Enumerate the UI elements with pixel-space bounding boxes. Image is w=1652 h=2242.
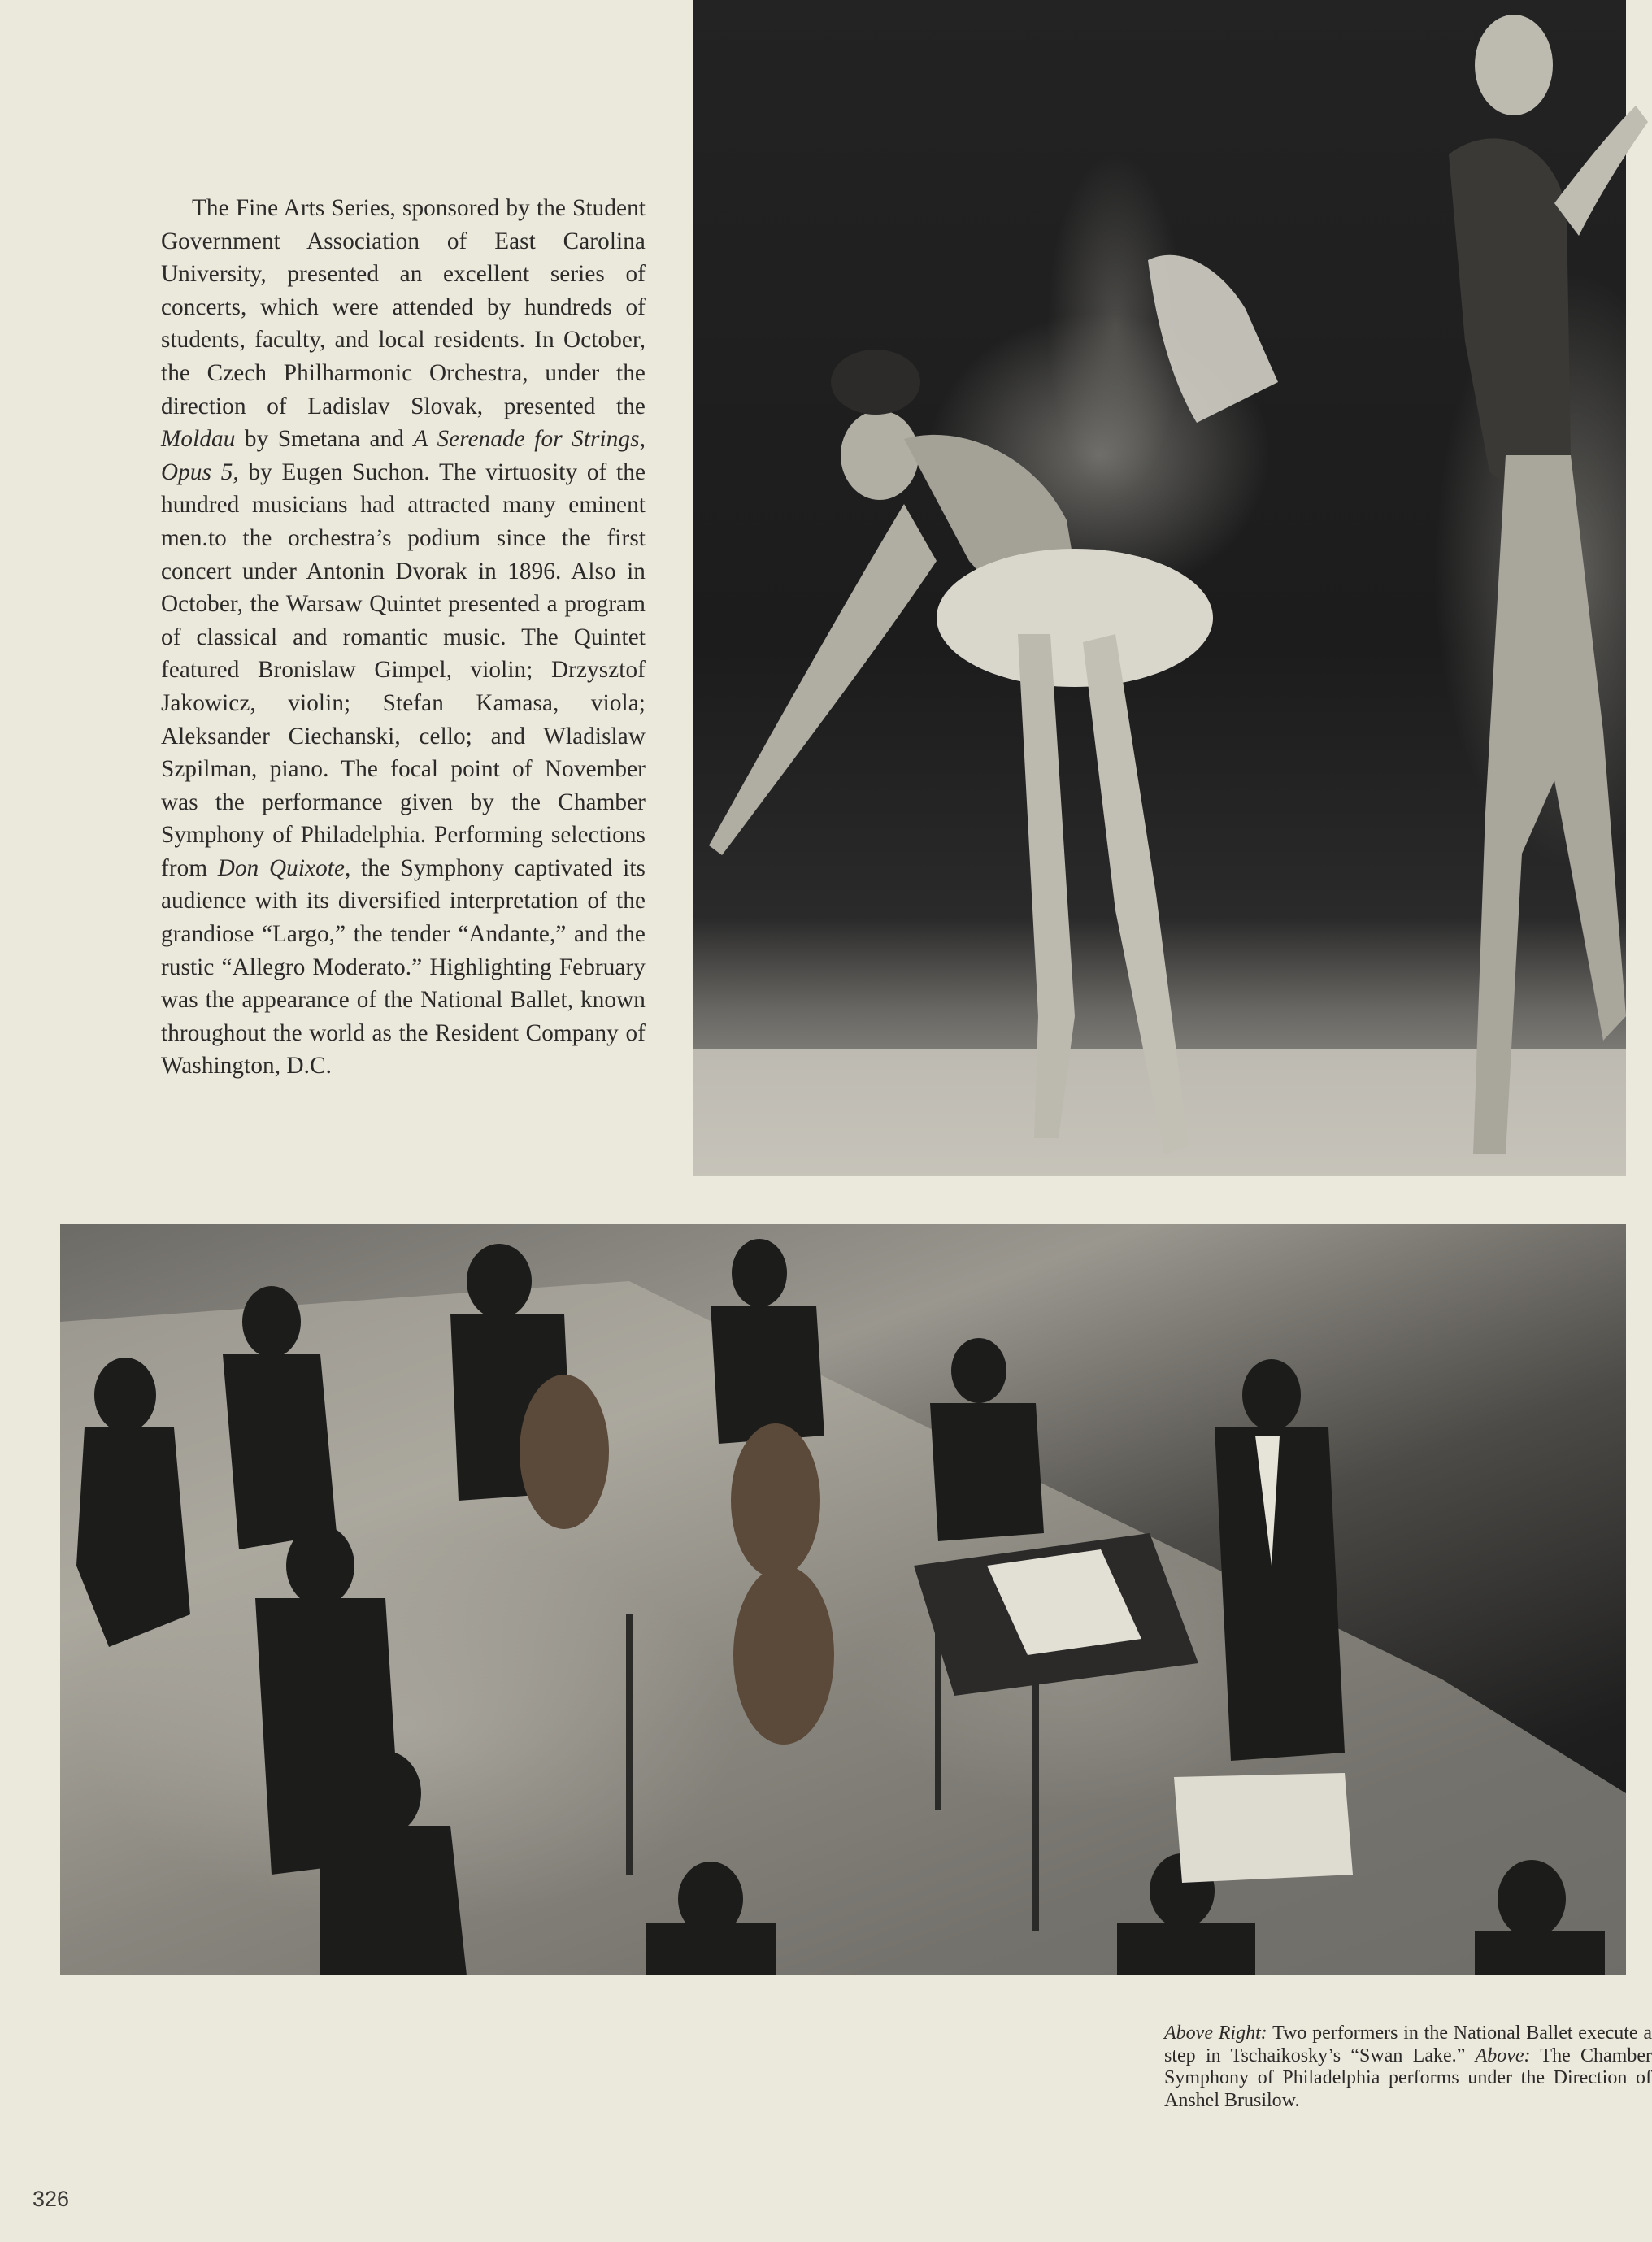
photo-caption [1164,2023,1652,2112]
article-text-part: the Symphony captivated its audience with its diversified interpretation of the grandiose “Largo,” the tender “Andante,” and the rustic “Allegro Moderato.” Highlighting February was the appearance of the National Ballet, known throughout the world as the Resident Company of Washington, D.C. [161,854,646,1080]
article-title-moldau: Moldau [161,426,236,453]
chamber-symphony-photo [60,1224,1626,1975]
article-text-part: The Fine Arts Series, sponsored by the Student Government Association of East Carolina University, presented an excellent series of concerts, which were attended by hundreds of students, faculty, and local residents. In October, the Czech Philharmonic Orchestra, under the direction of Ladislav Slovak, presented the [161,195,646,419]
caption-text-ballet: Two performers in the National Ballet execute a step in Tschaikosky’s “Swan Lake.” [1164,2023,1652,2066]
caption-text-orchestra: The Chamber Symphony of Philadelphia performs under the Direction of Anshel Brusilow. [1164,2044,1652,2111]
article-title-serenade: A Serenade for Strings, Opus 5, [161,426,646,485]
caption-label-above: Above: [1475,2044,1531,2066]
orchestra-musicians-illustration [60,1224,1626,1975]
ballet-photo [693,0,1626,1176]
article-text-part: by Smetana and [235,426,414,453]
article-text-part: by Eugen Suchon. The virtuosity of the hundred musicians had attracted many eminent men.to the orchestra’s podium since the first concert under Antonin Dvorak in 1896. Also in October, the Warsaw Quintet presented a program of classical and romantic music. The Quintet featured Bronislaw Gimpel, violin; Drzysztof Jakowicz, violin; Stefan Kamasa, viola; Aleksander Ciechanski, cello; and Wladislaw Szpilman, piano. The focal point of November was the performance given by the Chamber Symphony of Philadelphia. Performing selections from [161,458,646,881]
ballet-dancers-illustration [693,0,1626,1176]
article-title-don-quixote: Don Quixote, [217,854,351,881]
page-number: 326 [33,2187,70,2211]
fine-arts-series-article [161,192,646,1083]
caption-label-above-right: Above Right: [1164,2023,1267,2044]
